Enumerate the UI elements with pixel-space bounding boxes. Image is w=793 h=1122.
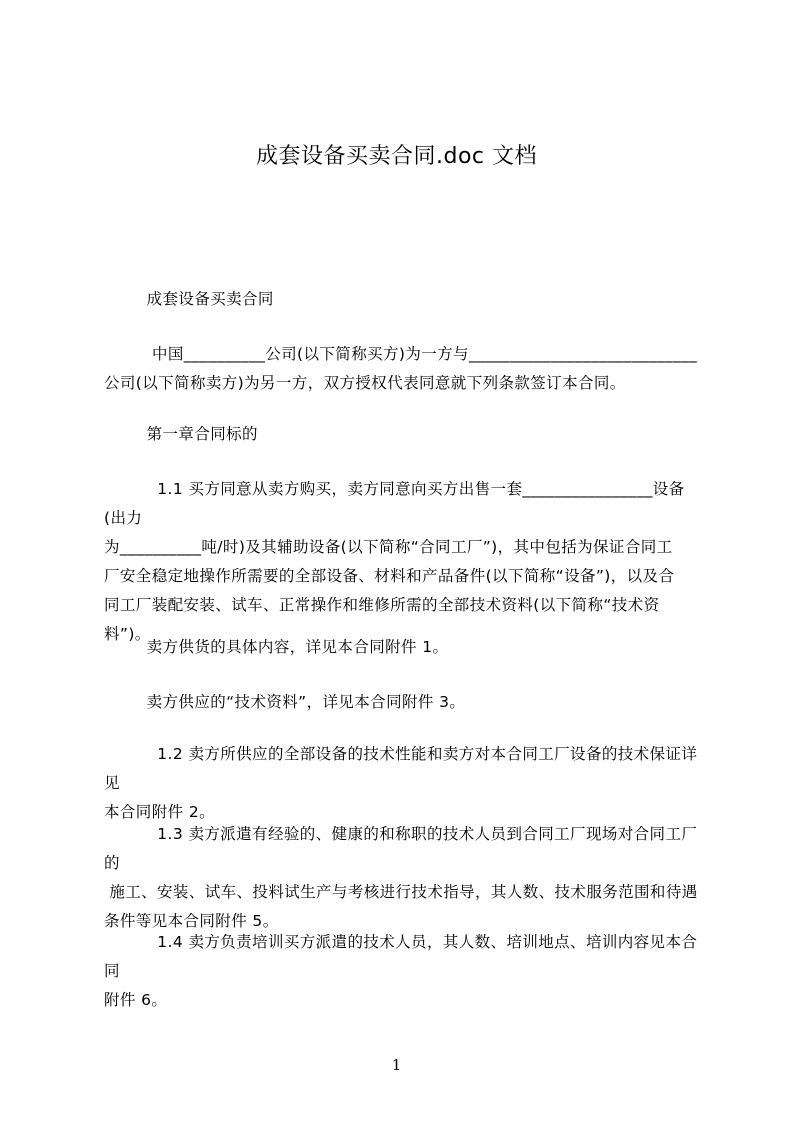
- supply-content-paragraph: 卖方供货的具体内容，详见本合同附件 1。: [104, 638, 449, 656]
- technical-documents-paragraph: 卖方供应的“技术资料”，详见本合同附件 3。: [104, 693, 466, 711]
- clause-1-1: 1.1 买方同意从卖方购买，卖方同意向买方出售一套________________设备(出力 为__________吨/时)及其辅助设备(以下简称“合同工厂”)，其中包括为保证合同工 厂安全稳定地操作所需要的全部设备、材料和产品备件(以下简称“设备”)，以及合 同工厂装配安装、试车、正常操作和维修所需的全部技术资料(以下简称“技术资 料”)。: [104, 480, 685, 643]
- parties-paragraph: 中国__________公司(以下简称买方)为一方与____________________________ 公司(以下简称卖方)为另一方，双方授权代表同意就下列条款签订本合同。: [104, 345, 698, 392]
- contract-heading: 成套设备买卖合同: [104, 290, 274, 308]
- clause-1-4: 1.4 卖方负责培训买方派遣的技术人员，其人数、培训地点、培训内容见本合同 附件 6。: [104, 933, 698, 1009]
- clause-1-2: 1.2 卖方所供应的全部设备的技术性能和卖方对本合同工厂设备的技术保证详见 本合同附件 2。: [104, 745, 698, 821]
- chapter-heading: 第一章合同标的: [104, 425, 258, 443]
- document-title: 成套设备买卖合同.doc 文档: [255, 144, 537, 169]
- page-number: 1: [391, 1056, 402, 1074]
- clause-1-3: 1.3 卖方派遣有经验的、健康的和称职的技术人员到合同工厂现场对合同工厂的 施工、安装、试车、投料试生产与考核进行技术指导，其人数、技术服务范围和待遇 条件等见本合同附件 5。: [104, 825, 698, 930]
